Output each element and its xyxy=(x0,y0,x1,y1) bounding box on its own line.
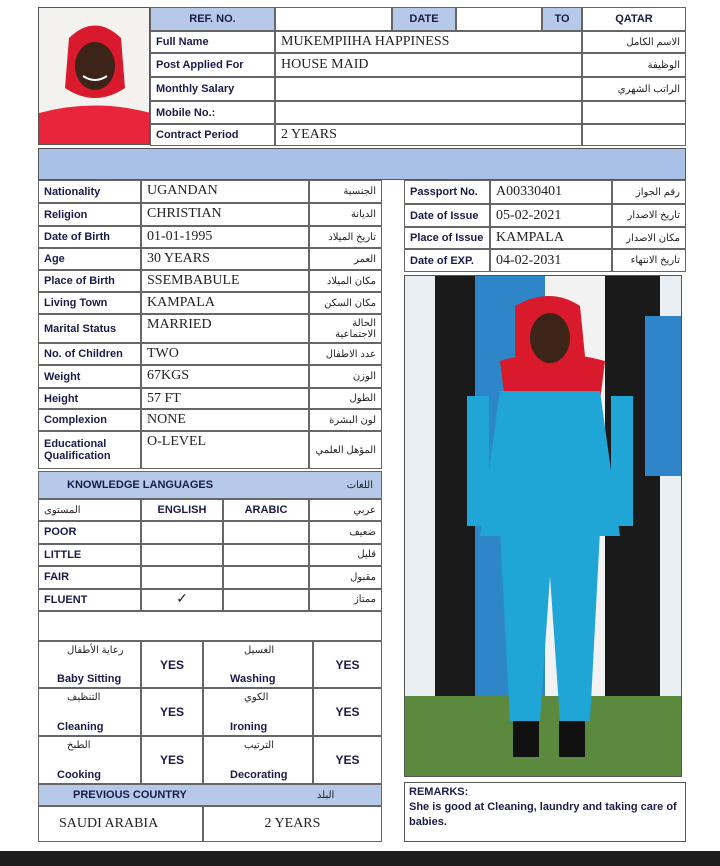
lang-row-ar-text: ممتاز xyxy=(353,594,376,606)
passport-row-label-text: Passport No. xyxy=(410,186,478,198)
skill-right-value[interactable] xyxy=(313,736,382,784)
personal-row-ar xyxy=(309,248,382,270)
personal-row-ar-text: المؤهل العلمي xyxy=(315,444,376,456)
passport-row-ar-text: تاريخ الاصدار xyxy=(627,210,680,221)
personal-row-value xyxy=(141,343,309,365)
passport-row-ar-text: تاريخ الانتهاء xyxy=(630,255,680,266)
top-row-label-text: Post Applied For xyxy=(156,59,244,71)
personal-row-label-text: No. of Children xyxy=(44,348,123,360)
top-row-value-text: MUKEMPIIHA HAPPINESS xyxy=(281,34,450,49)
date-label-text: DATE xyxy=(409,13,439,25)
lang-row-label-text: FAIR xyxy=(44,571,70,584)
passport-row-value-text: 05-02-2021 xyxy=(496,207,562,223)
lang-col-english xyxy=(141,499,223,521)
personal-row-value-text: TWO xyxy=(147,346,179,361)
skill-left-value[interactable] xyxy=(141,688,203,736)
personal-row-ar xyxy=(309,203,382,226)
passport-row-label-text: Date of EXP. xyxy=(410,254,474,267)
skill-right-label: Washing xyxy=(230,673,276,685)
personal-row-ar xyxy=(309,388,382,409)
lang-row-english[interactable] xyxy=(141,589,223,612)
personal-row-value xyxy=(141,292,309,314)
skill-right-value-text: YES xyxy=(335,657,360,672)
lang-row-ar-text: قليل xyxy=(357,549,376,561)
previous-country-header xyxy=(38,784,382,806)
passport-row-label xyxy=(404,204,490,227)
top-row-label xyxy=(150,124,275,146)
top-row-value[interactable] xyxy=(275,53,582,77)
skill-right-label: Ironing xyxy=(230,721,268,733)
passport-row-label xyxy=(404,227,490,249)
personal-row-value-text: CHRISTIAN xyxy=(147,206,222,221)
lang-row-ar xyxy=(309,589,382,612)
personal-row-label xyxy=(38,365,141,388)
top-row-label xyxy=(150,31,275,53)
lang-row-ar xyxy=(309,521,382,544)
to-value-text: QATAR xyxy=(615,13,653,25)
lang-row-english[interactable] xyxy=(141,544,223,567)
personal-row-value xyxy=(141,431,309,469)
personal-row-ar-text: عدد الاطفال xyxy=(325,348,376,360)
personal-row-value-text: 30 YEARS xyxy=(147,251,210,266)
personal-row-value-text: MARRIED xyxy=(147,317,212,332)
skill-left-cell xyxy=(38,641,141,688)
personal-row-label-text: Marital Status xyxy=(44,322,117,335)
skill-left-value[interactable] xyxy=(141,736,203,784)
languages-header xyxy=(38,471,382,499)
personal-row-label-text: Religion xyxy=(44,208,88,221)
top-row-ar-text: الاسم الكامل xyxy=(626,36,680,48)
top-row-value[interactable] xyxy=(275,101,582,124)
lang-col-ar-right xyxy=(309,499,382,521)
passport-row-label-text: Place of Issue xyxy=(410,232,484,244)
personal-row-value xyxy=(141,270,309,292)
top-row-ar-text: الراتب الشهري xyxy=(617,83,680,95)
section-band xyxy=(38,148,686,180)
top-row-label-text: Full Name xyxy=(156,36,209,48)
lang-row-ar xyxy=(309,544,382,567)
personal-row-ar xyxy=(309,180,382,203)
skill-right-ar: الكوي xyxy=(244,692,269,703)
personal-row-value xyxy=(141,388,309,409)
lang-row-arabic[interactable] xyxy=(223,544,309,567)
skill-left-value[interactable] xyxy=(141,641,203,688)
previous-country-text: SAUDI ARABIA xyxy=(59,816,159,831)
skill-right-ar: الغسيل xyxy=(244,645,275,656)
lang-row-ar xyxy=(309,566,382,589)
passport-row-ar xyxy=(612,249,686,272)
previous-country-duration xyxy=(203,806,382,842)
to-label xyxy=(542,7,582,31)
previous-country-value xyxy=(38,806,203,842)
passport-row-label-text: Date of Issue xyxy=(410,209,479,222)
personal-row-ar-text: الحالة الاجتماعية xyxy=(335,317,376,340)
passport-row-ar-text: رقم الجواز xyxy=(635,186,680,198)
personal-row-value xyxy=(141,365,309,388)
passport-row-label xyxy=(404,249,490,272)
personal-row-ar xyxy=(309,226,382,248)
skill-right-value-text: YES xyxy=(335,705,360,719)
personal-row-value xyxy=(141,314,309,343)
top-row-ar xyxy=(582,31,686,53)
personal-row-value xyxy=(141,409,309,431)
passport-row-value-text: A00330401 xyxy=(496,184,563,199)
personal-row-label-text: Height xyxy=(44,392,79,405)
passport-row-value-text: 04-02-2031 xyxy=(496,252,562,268)
top-row-value-text: HOUSE MAID xyxy=(281,57,369,72)
top-row-label xyxy=(150,77,275,101)
personal-row-ar-text: تاريخ الميلاد xyxy=(328,231,376,243)
portrait-photo xyxy=(38,7,150,145)
top-row-label xyxy=(150,53,275,77)
top-row-ar xyxy=(582,124,686,146)
passport-row-value xyxy=(490,204,612,227)
lang-row-label xyxy=(38,589,141,612)
lang-row-english[interactable] xyxy=(141,521,223,544)
top-row-value[interactable] xyxy=(275,77,582,101)
passport-row-label xyxy=(404,180,490,204)
top-row-label-text: Mobile No.: xyxy=(156,106,216,119)
lang-row-label-text: FLUENT xyxy=(44,593,88,606)
lang-row-label-text: POOR xyxy=(44,526,77,539)
passport-row-ar xyxy=(612,180,686,204)
lang-col-level-ar-text: المستوى xyxy=(44,504,81,516)
personal-row-value-text: O-LEVEL xyxy=(147,434,207,449)
personal-row-label xyxy=(38,343,141,365)
personal-row-ar-text: مكان الميلاد xyxy=(326,275,376,287)
personal-row-label xyxy=(38,431,141,469)
personal-row-label-text: Age xyxy=(44,253,65,265)
skill-left-label: Cooking xyxy=(57,769,101,781)
lang-row-label xyxy=(38,544,141,567)
personal-row-value-text: 01-01-1995 xyxy=(147,229,213,244)
personal-row-label-text: Educational Qualification xyxy=(44,438,111,462)
personal-row-label xyxy=(38,226,141,248)
top-row-value-text: 2 YEARS xyxy=(281,127,337,142)
lang-row-english[interactable] xyxy=(141,566,223,589)
skill-left-ar: الطبخ xyxy=(67,740,91,751)
lang-col-arabic-text: ARABIC xyxy=(244,504,288,516)
personal-row-value-text: NONE xyxy=(147,412,186,427)
personal-row-label-text: Place of Birth xyxy=(44,275,115,287)
personal-row-ar xyxy=(309,314,382,343)
skill-left-cell xyxy=(38,736,141,784)
personal-row-value xyxy=(141,226,309,248)
skill-left-ar: التنظيف xyxy=(67,692,101,703)
passport-row-ar xyxy=(612,204,686,227)
lang-col-level-ar xyxy=(38,499,141,521)
personal-row-ar xyxy=(309,365,382,388)
lang-col-english-text: ENGLISH xyxy=(157,504,207,516)
skill-right-label: Decorating xyxy=(230,769,288,781)
personal-row-ar-text: الديانة xyxy=(350,209,376,220)
languages-title: KNOWLEDGE LANGUAGES xyxy=(67,479,214,491)
lang-row-arabic[interactable] xyxy=(223,566,309,589)
personal-row-label-text: Nationality xyxy=(44,185,101,198)
previous-country-duration-text: 2 YEARS xyxy=(264,816,321,831)
personal-row-value-text: KAMPALA xyxy=(147,295,215,310)
personal-row-label xyxy=(38,270,141,292)
bottom-bar xyxy=(0,851,720,866)
to-label-text: TO xyxy=(554,13,570,25)
previous-country-title-ar: البلد xyxy=(316,789,335,801)
lang-row-arabic[interactable] xyxy=(223,521,309,544)
remarks-text: She is good at Cleaning, laundry and taking care of babies. xyxy=(409,801,677,828)
personal-row-value xyxy=(141,203,309,226)
personal-row-label xyxy=(38,314,141,343)
skill-left-cell xyxy=(38,688,141,736)
ref-no-field[interactable] xyxy=(275,7,392,31)
passport-row-value-text: KAMPALA xyxy=(496,230,564,245)
lang-row-arabic[interactable] xyxy=(223,589,309,612)
personal-row-label xyxy=(38,388,141,409)
personal-row-label-text: Weight xyxy=(44,370,81,383)
full-body-photo xyxy=(404,275,682,777)
personal-row-value xyxy=(141,180,309,203)
top-row-value[interactable] xyxy=(275,124,582,146)
lang-row-ar-text: مقبول xyxy=(350,571,376,583)
personal-row-value xyxy=(141,248,309,270)
lang-row-ar-text: ضعيف xyxy=(349,526,376,538)
personal-row-ar-text: الجنسية xyxy=(343,186,376,197)
top-row-label-text: Monthly Salary xyxy=(156,83,235,95)
languages-title-ar: اللغات xyxy=(346,479,373,491)
personal-row-value-text: SSEMBABULE xyxy=(147,273,240,288)
passport-row-ar-text: مكان الاصدار xyxy=(626,232,680,244)
remarks-box xyxy=(404,782,686,842)
date-label xyxy=(392,7,456,31)
personal-row-ar xyxy=(309,343,382,365)
personal-row-label-text: Date of Birth xyxy=(44,231,110,243)
lang-row-label xyxy=(38,566,141,589)
lang-col-arabic xyxy=(223,499,309,521)
passport-row-ar xyxy=(612,227,686,249)
skill-right-value-text: YES xyxy=(335,753,360,767)
personal-row-ar-text: الطول xyxy=(349,393,376,404)
skill-left-label: Baby Sitting xyxy=(57,673,122,685)
skill-right-cell xyxy=(203,736,313,784)
lang-col-ar-right-text: عربي xyxy=(353,504,376,516)
personal-row-ar xyxy=(309,292,382,314)
skill-left-value-text: YES xyxy=(159,657,184,672)
top-row-label xyxy=(150,101,275,124)
skill-right-value[interactable] xyxy=(313,641,382,688)
personal-row-ar xyxy=(309,431,382,469)
skill-right-cell xyxy=(203,688,313,736)
skill-right-value[interactable] xyxy=(313,688,382,736)
personal-row-value-text: UGANDAN xyxy=(147,183,218,198)
passport-row-value xyxy=(490,180,612,204)
lang-row-label-text: LITTLE xyxy=(44,548,82,561)
top-row-ar xyxy=(582,77,686,101)
skill-right-ar: الترتيب xyxy=(244,740,274,751)
top-row-label-text: Contract Period xyxy=(156,129,239,141)
skill-left-label: Cleaning xyxy=(57,721,104,733)
skill-right-cell xyxy=(203,641,313,688)
previous-country-title: PREVIOUS COUNTRY xyxy=(73,789,187,801)
remarks-label: REMARKS: xyxy=(409,786,469,798)
personal-row-label xyxy=(38,203,141,226)
personal-row-ar-text: الوزن xyxy=(352,371,376,382)
personal-row-value-text: 57 FT xyxy=(147,391,181,406)
top-row-ar-text: الوظيفة xyxy=(647,59,680,71)
personal-row-label xyxy=(38,409,141,431)
top-row-value[interactable] xyxy=(275,31,582,53)
personal-row-ar-text: لون البشرة xyxy=(329,414,376,426)
personal-row-label-text: Living Town xyxy=(44,297,108,309)
top-row-ar xyxy=(582,101,686,124)
personal-row-value-text: 67KGS xyxy=(147,368,190,383)
personal-row-ar-text: العمر xyxy=(354,253,376,265)
personal-row-label-text: Complexion xyxy=(44,414,107,426)
lang-row-english-check: ✓ xyxy=(176,592,188,608)
lang-row-label xyxy=(38,521,141,544)
passport-row-value xyxy=(490,227,612,249)
skill-left-ar: رعاية الأطفال xyxy=(67,645,124,656)
ref-no-label-text: REF. NO. xyxy=(189,13,236,25)
personal-row-label xyxy=(38,248,141,270)
skill-left-value-text: YES xyxy=(159,705,184,719)
top-row-ar xyxy=(582,53,686,77)
personal-row-ar xyxy=(309,409,382,431)
personal-row-ar xyxy=(309,270,382,292)
to-value xyxy=(582,7,686,31)
skill-left-value-text: YES xyxy=(159,753,184,767)
date-field[interactable] xyxy=(456,7,542,31)
spacer-row xyxy=(38,611,382,641)
personal-row-label xyxy=(38,292,141,314)
ref-no-label xyxy=(150,7,275,31)
passport-row-value xyxy=(490,249,612,272)
personal-row-label xyxy=(38,180,141,203)
personal-row-ar-text: مكان السكن xyxy=(324,297,376,309)
